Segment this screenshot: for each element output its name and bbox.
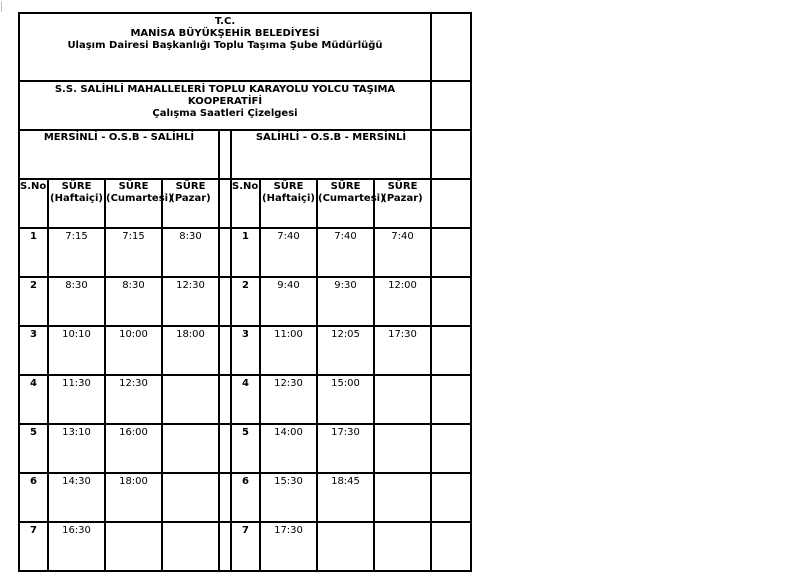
gap-cell bbox=[219, 326, 231, 375]
col-weekday-right: SÜRE (Haftaiçi) bbox=[260, 179, 317, 228]
row-number-right: 1 bbox=[231, 228, 260, 277]
time-weekday-left: 14:30 bbox=[48, 473, 105, 522]
time-sunday-left bbox=[162, 473, 219, 522]
row-number-right: 4 bbox=[231, 375, 260, 424]
side-cell bbox=[431, 522, 471, 571]
time-saturday-left: 12:30 bbox=[105, 375, 162, 424]
time-sunday-right bbox=[374, 424, 431, 473]
time-weekday-right: 12:30 bbox=[260, 375, 317, 424]
time-saturday-right: 15:00 bbox=[317, 375, 374, 424]
table-row bbox=[19, 228, 471, 277]
row-number-right: 2 bbox=[231, 277, 260, 326]
time-saturday-right: 7:40 bbox=[317, 228, 374, 277]
time-sunday-right: 7:40 bbox=[374, 228, 431, 277]
time-saturday-left: 7:15 bbox=[105, 228, 162, 277]
col-saturday-left: SÜRE (Cumartesi) bbox=[105, 179, 162, 228]
header-side-cell bbox=[431, 13, 471, 81]
time-weekday-left: 8:30 bbox=[48, 277, 105, 326]
gap-cell bbox=[219, 228, 231, 277]
gap-cell bbox=[219, 375, 231, 424]
row-number-left: 2 bbox=[19, 277, 48, 326]
gap-cell bbox=[219, 522, 231, 571]
cooperative-subtitle: Çalışma Saatleri Çizelgesi bbox=[152, 108, 298, 119]
time-saturday-right: 17:30 bbox=[317, 424, 374, 473]
time-saturday-left: 8:30 bbox=[105, 277, 162, 326]
col-sno-right: S.No bbox=[231, 179, 260, 228]
time-weekday-right: 14:00 bbox=[260, 424, 317, 473]
col-sno-left: S.No bbox=[19, 179, 48, 228]
gap-cell bbox=[219, 424, 231, 473]
row-number-left: 6 bbox=[19, 473, 48, 522]
time-saturday-right bbox=[317, 522, 374, 571]
time-sunday-left bbox=[162, 424, 219, 473]
header-cell bbox=[19, 13, 431, 81]
row-number-right: 7 bbox=[231, 522, 260, 571]
time-saturday-left: 10:00 bbox=[105, 326, 162, 375]
col-gap bbox=[219, 179, 231, 228]
side-cell bbox=[431, 326, 471, 375]
cooperative-name: S.S. SALİHLİ MAHALLELERİ TOPLU KARAYOLU YOLCU TAŞIMA KOOPERATİFİ bbox=[54, 84, 396, 107]
time-weekday-left: 16:30 bbox=[48, 522, 105, 571]
col-saturday-right: SÜRE (Cumartesi) bbox=[317, 179, 374, 228]
col-side-cell bbox=[431, 179, 471, 228]
side-cell bbox=[431, 228, 471, 277]
cooperative-side-cell bbox=[431, 81, 471, 130]
table-row bbox=[19, 522, 471, 571]
time-weekday-right: 11:00 bbox=[260, 326, 317, 375]
side-cell bbox=[431, 424, 471, 473]
time-sunday-right: 12:00 bbox=[374, 277, 431, 326]
route-right: SALİHLİ - O.S.B - MERSİNLİ bbox=[231, 130, 431, 179]
row-number-right: 6 bbox=[231, 473, 260, 522]
row-number-right: 5 bbox=[231, 424, 260, 473]
table-row bbox=[19, 424, 471, 473]
table-row bbox=[19, 326, 471, 375]
time-sunday-right bbox=[374, 522, 431, 571]
time-sunday-left: 12:30 bbox=[162, 277, 219, 326]
time-weekday-left: 10:10 bbox=[48, 326, 105, 375]
time-weekday-right: 9:40 bbox=[260, 277, 317, 326]
time-sunday-left bbox=[162, 522, 219, 571]
time-weekday-left: 7:15 bbox=[48, 228, 105, 277]
header-line-2: MANİSA BÜYÜKŞEHİR BELEDİYESİ bbox=[130, 28, 320, 39]
table-row bbox=[19, 375, 471, 424]
time-sunday-right: 17:30 bbox=[374, 326, 431, 375]
time-saturday-left: 16:00 bbox=[105, 424, 162, 473]
time-saturday-right: 12:05 bbox=[317, 326, 374, 375]
route-side-cell bbox=[431, 130, 471, 179]
cooperative-cell bbox=[19, 81, 431, 130]
time-sunday-right bbox=[374, 375, 431, 424]
route-left: MERSİNLİ - O.S.B - SALİHLİ bbox=[19, 130, 219, 179]
time-weekday-right: 15:30 bbox=[260, 473, 317, 522]
row-number-left: 1 bbox=[19, 228, 48, 277]
table-row bbox=[19, 277, 471, 326]
gap-cell bbox=[219, 277, 231, 326]
schedule-table bbox=[18, 12, 472, 572]
route-gap bbox=[219, 130, 231, 179]
side-cell bbox=[431, 473, 471, 522]
time-sunday-left: 8:30 bbox=[162, 228, 219, 277]
side-cell bbox=[431, 375, 471, 424]
time-saturday-right: 9:30 bbox=[317, 277, 374, 326]
time-weekday-left: 11:30 bbox=[48, 375, 105, 424]
time-weekday-left: 13:10 bbox=[48, 424, 105, 473]
schedule-sheet bbox=[18, 12, 470, 566]
table-row bbox=[19, 473, 471, 522]
row-number-left: 5 bbox=[19, 424, 48, 473]
col-weekday-left: SÜRE (Haftaiçi) bbox=[48, 179, 105, 228]
row-number-left: 7 bbox=[19, 522, 48, 571]
gap-cell bbox=[219, 473, 231, 522]
time-saturday-left: 18:00 bbox=[105, 473, 162, 522]
row-number-left: 4 bbox=[19, 375, 48, 424]
header-line-1: T.C. bbox=[214, 16, 236, 27]
header-line-3: Ulaşım Dairesi Başkanlığı Toplu Taşıma Şube Müdürlüğü bbox=[67, 40, 383, 51]
col-sunday-left: SÜRE (Pazar) bbox=[162, 179, 219, 228]
side-cell bbox=[431, 277, 471, 326]
time-weekday-right: 7:40 bbox=[260, 228, 317, 277]
time-saturday-left bbox=[105, 522, 162, 571]
time-sunday-left: 18:00 bbox=[162, 326, 219, 375]
page-edge-mark bbox=[1, 2, 2, 12]
time-sunday-right bbox=[374, 473, 431, 522]
time-weekday-right: 17:30 bbox=[260, 522, 317, 571]
col-sunday-right: SÜRE (Pazar) bbox=[374, 179, 431, 228]
row-number-right: 3 bbox=[231, 326, 260, 375]
row-number-left: 3 bbox=[19, 326, 48, 375]
time-saturday-right: 18:45 bbox=[317, 473, 374, 522]
time-sunday-left bbox=[162, 375, 219, 424]
